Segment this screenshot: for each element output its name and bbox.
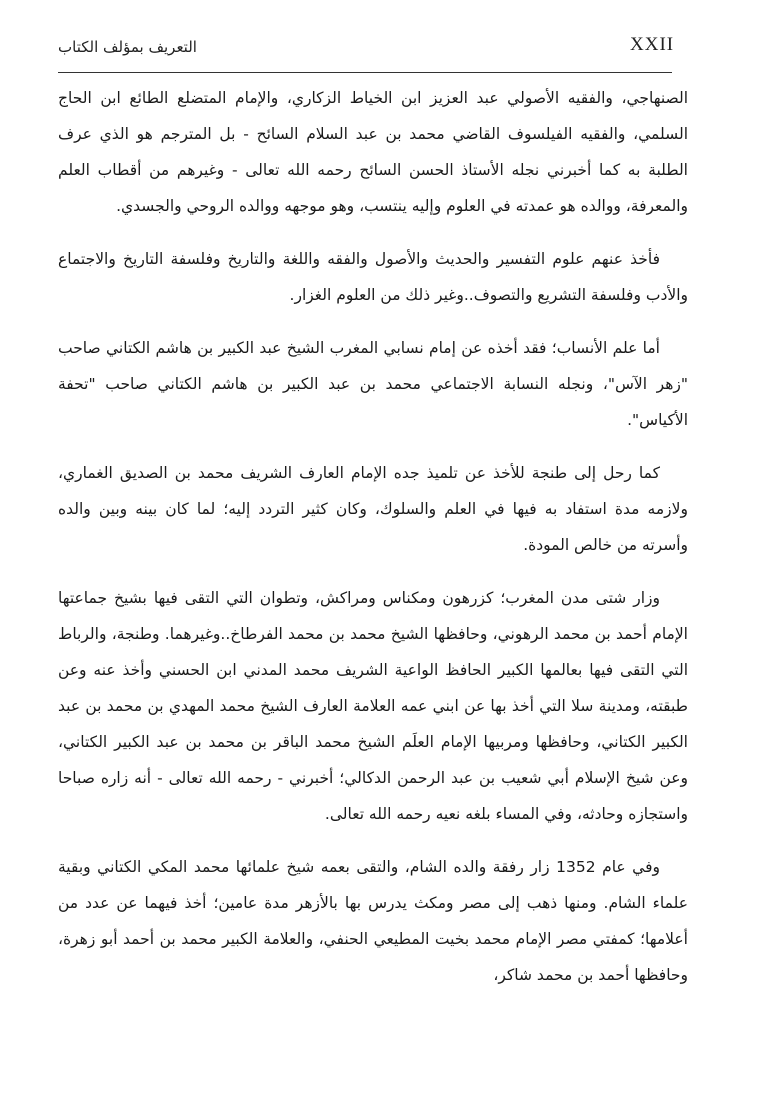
paragraph-1: [58, 80, 688, 224]
paragraph-4: [58, 455, 688, 563]
paragraph-3: [58, 330, 688, 438]
paragraph-5: [58, 580, 688, 832]
paragraph-2: [58, 241, 688, 313]
paragraph-6: [58, 849, 688, 993]
paragraph-6-text: وفي عام 1352 زار رفقة والده الشام، والتقى بعمه شيخ علمائها محمد المكي الكتاني وبقية علماء الشام. ومنها ذهب إلى مصر ومكث يدرس بها بالأزهر مدة عامين؛ أخذ فيهما عن عدد من أعلامها؛ كمفتي مصر الإمام محمد بخيت المطيعي الحنفي، والعلامة الكبير محمد بن أحمد أبو زهرة، وحافظها أحمد بن محمد شاكر،: [58, 858, 688, 984]
paragraph-1-text: الصنهاجي، والفقيه الأصولي عبد العزيز ابن الخياط الزكاري، والإمام المتضلع الطائع ابن الحاج السلمي، والفقيه الفيلسوف القاضي محمد بن عبد السلام السائح - بل المترجم هو الذي عرف الطلبة به كما أخبرني نجله الأستاذ الحسن السائح رحمه الله تعالى - وغيرهم من أقطاب العلم والمعرفة، ووالده هو عمدته في العلوم وإليه ينتسب، وهو موجهه ووالده الروحي والجسدي.: [58, 89, 688, 215]
paragraph-2-text: فأخذ عنهم علوم التفسير والحديث والأصول والفقه واللغة والتاريخ وفلسفة التاريخ والاجتماع والأدب وفلسفة التشريع والتصوف..وغير ذلك من العلوم الغزار.: [58, 250, 688, 304]
header-divider: [58, 72, 672, 73]
paragraph-4-text: كما رحل إلى طنجة للأخذ عن تلميذ جده الإمام العارف الشريف محمد بن الصديق الغماري، ولازمه مدة استفاد به فيها في العلم والسلوك، وكان كثير التردد إليه؛ لما كان بينه وبين والده وأسرته من خالص المودة.: [58, 464, 688, 554]
page-header: [58, 30, 675, 70]
body-text: [58, 80, 688, 1010]
page-number: XXII: [630, 34, 675, 55]
running-title: التعريف بمؤلف الكتاب: [58, 38, 197, 56]
paragraph-5-text: وزار شتى مدن المغرب؛ كزرهون ومكناس ومراكش، وتطوان التي التقى فيها بشيخ جماعتها الإمام أحمد بن محمد الرهوني، وحافظها الشيخ محمد بن محمد الفرطاخ..وغيرهما. وطنجة، والرباط التي التقى فيها بعالمها الكبير الحافظ الواعية الشريف محمد المدني ابن الحسني وأخذ عنه وعن طبقته، ومدينة سلا التي أخذ بها عن ابني عمه العلامة العارف الشيخ محمد المهدي بن محمد بن عبد الكبير الكتاني، وحافظها ومربيها الإمام العلَم الشيخ محمد الباقر بن محمد بن عبد الكبير الكتاني، وعن شيخ الإسلام أبي شعيب بن عبد الرحمن الدكالي؛ أخبرني - رحمه الله تعالى - أنه زاره صباحا واستجازه وحادثه، وفي المساء بلغه نعيه رحمه الله تعالى.: [58, 589, 688, 823]
paragraph-3-text: أما علم الأنساب؛ فقد أخذه عن إمام نسابي المغرب الشيخ عبد الكبير بن هاشم الكتاني صاحب "زهر الآس"، ونجله النسابة الاجتماعي محمد بن عبد الكبير بن هاشم الكتاني صاحب "تحفة الأكياس".: [58, 339, 688, 429]
